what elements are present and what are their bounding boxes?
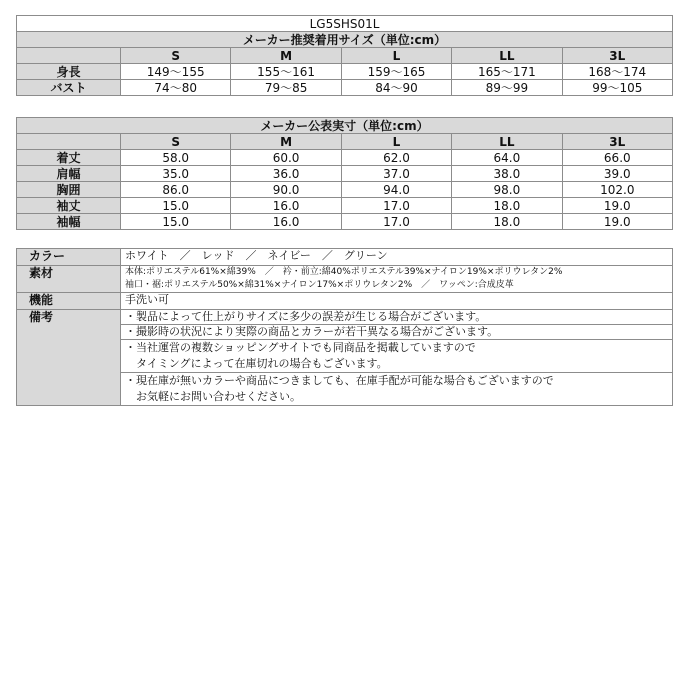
table-cell: 36.0 (231, 166, 341, 182)
table-cell: 18.0 (452, 214, 562, 230)
size-header: L (341, 134, 451, 150)
table-cell: 165～171 (452, 64, 562, 80)
size-table-title: メーカー推奨着用サイズ（単位:cm） (17, 32, 673, 48)
corner-cell (17, 48, 121, 64)
row-label: 肩幅 (17, 166, 121, 182)
table-cell: 74～80 (121, 80, 231, 96)
table-cell: 16.0 (231, 214, 341, 230)
row-label: 袖丈 (17, 198, 121, 214)
note-item: ・製品によって仕上がりサイズに多少の誤差が生じる場合がございます。 (125, 310, 487, 323)
size-header: LL (452, 48, 562, 64)
material-line: 本体:ポリエステル61%×綿39% ／ 衿・前立:綿40%ポリエステル39%×ナイロン19%×ポリウレタン2% (125, 267, 563, 277)
size-header: S (121, 48, 231, 64)
function-value: 手洗い可 (121, 293, 673, 310)
table-row (17, 182, 673, 198)
notes-row (17, 310, 673, 406)
table-cell: 66.0 (562, 150, 672, 166)
note-item (121, 372, 672, 405)
product-code: LG5SHS01L (17, 16, 673, 32)
color-row (17, 249, 673, 266)
size-header: S (121, 134, 231, 150)
measure-table-title: メーカー公表実寸（単位:cm） (17, 118, 673, 134)
note-line: お気軽にお問い合わせください。 (125, 390, 301, 403)
row-label: バスト (17, 80, 121, 96)
material-label: 素材 (17, 266, 121, 293)
table-cell: 17.0 (341, 198, 451, 214)
table-cell: 15.0 (121, 214, 231, 230)
table-cell: 79～85 (231, 80, 341, 96)
table-cell: 18.0 (452, 198, 562, 214)
table-cell: 15.0 (121, 198, 231, 214)
table-cell: 39.0 (562, 166, 672, 182)
size-header-row (17, 134, 673, 150)
table-cell: 62.0 (341, 150, 451, 166)
table-cell: 94.0 (341, 182, 451, 198)
measurement-table (16, 117, 673, 230)
row-label: 胸囲 (17, 182, 121, 198)
table-cell: 37.0 (341, 166, 451, 182)
table-row (17, 150, 673, 166)
table-cell: 149～155 (121, 64, 231, 80)
row-label: 着丈 (17, 150, 121, 166)
table-cell: 155～161 (231, 64, 341, 80)
note-item (121, 339, 672, 372)
material-row (17, 266, 673, 293)
table-cell: 38.0 (452, 166, 562, 182)
row-label: 袖幅 (17, 214, 121, 230)
table-cell: 64.0 (452, 150, 562, 166)
note-line: ・現在庫が無いカラーや商品につきましても、在庫手配が可能な場合もございますので (125, 374, 554, 387)
table-cell: 19.0 (562, 214, 672, 230)
color-label: カラー (17, 249, 121, 266)
size-header: 3L (562, 48, 672, 64)
table-cell: 159～165 (341, 64, 451, 80)
table-cell: 98.0 (452, 182, 562, 198)
table-row (17, 198, 673, 214)
size-header: M (231, 134, 341, 150)
table-cell: 58.0 (121, 150, 231, 166)
recommended-size-table (16, 15, 673, 96)
table-cell: 168～174 (562, 64, 672, 80)
size-header-row (17, 48, 673, 64)
table-cell: 16.0 (231, 198, 341, 214)
table-row (17, 80, 673, 96)
table-cell: 35.0 (121, 166, 231, 182)
table-row (17, 214, 673, 230)
table-row (17, 166, 673, 182)
table-cell: 60.0 (231, 150, 341, 166)
size-header: M (231, 48, 341, 64)
note-line: タイミングによって在庫切れの場合もございます。 (125, 357, 388, 370)
notes-label: 備考 (17, 310, 121, 406)
notes-value (121, 310, 673, 406)
table-cell: 86.0 (121, 182, 231, 198)
table-cell: 19.0 (562, 198, 672, 214)
color-value: ホワイト ／ レッド ／ ネイビー ／ グリーン (121, 249, 673, 266)
function-row (17, 293, 673, 310)
function-label: 機能 (17, 293, 121, 310)
note-line: ・当社運営の複数ショッピングサイトでも同商品を掲載していますので (125, 341, 476, 354)
corner-cell (17, 134, 121, 150)
material-value (121, 266, 673, 293)
material-line: 袖口・裾:ポリエステル50%×綿31%×ナイロン17%×ポリウレタン2% ／ ワッペン:合成皮革 (125, 280, 514, 290)
table-row (17, 64, 673, 80)
product-info-table (16, 248, 673, 406)
table-cell: 102.0 (562, 182, 672, 198)
table-cell: 17.0 (341, 214, 451, 230)
table-cell: 84～90 (341, 80, 451, 96)
table-cell: 90.0 (231, 182, 341, 198)
table-cell: 89～99 (452, 80, 562, 96)
table-cell: 99～105 (562, 80, 672, 96)
row-label: 身長 (17, 64, 121, 80)
size-header: 3L (562, 134, 672, 150)
size-header: LL (452, 134, 562, 150)
note-item: ・撮影時の状況により実際の商品とカラーが若干異なる場合がございます。 (121, 324, 672, 339)
size-header: L (341, 48, 451, 64)
